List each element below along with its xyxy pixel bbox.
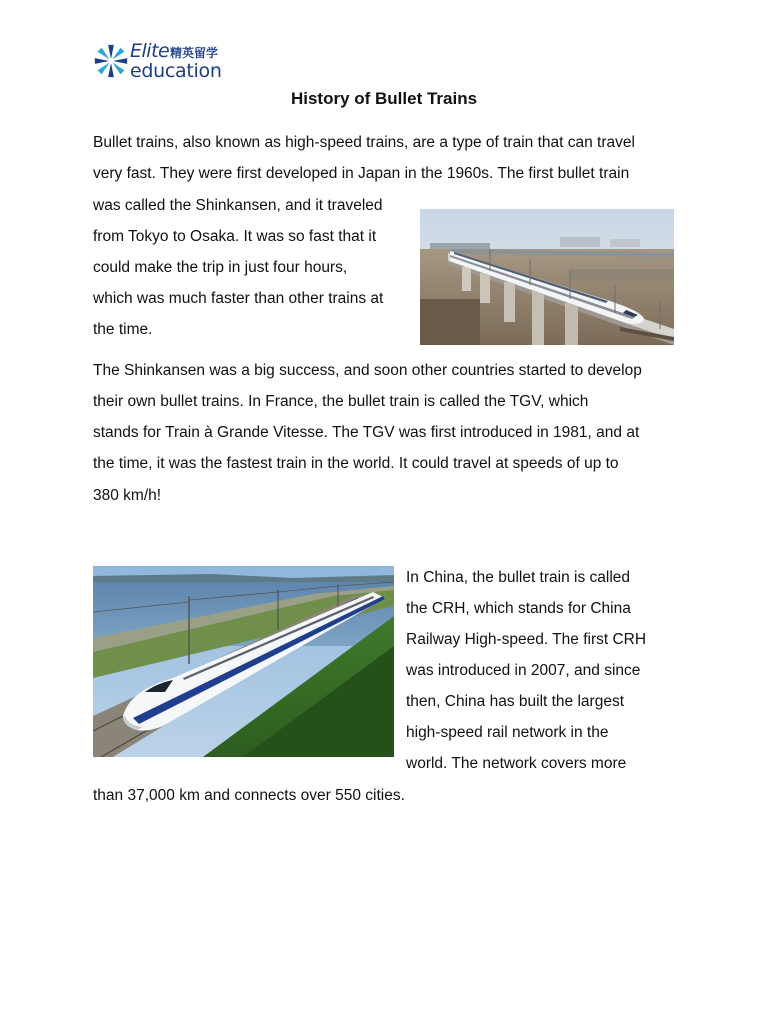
logo-brand-sub: education — [130, 60, 222, 82]
text-line: which was much faster than other trains at — [93, 290, 384, 307]
text-line: world. The network covers more — [406, 755, 627, 772]
text-line: high-speed rail network in the — [406, 724, 609, 741]
text-line: than 37,000 km and connects over 550 cities. — [93, 787, 405, 804]
coastal-bullet-train-photo — [93, 566, 394, 757]
logo-brand-chinese: 精英留学 — [170, 46, 219, 60]
document-title: History of Bullet Trains — [290, 89, 478, 108]
text-line: The Shinkansen was a big success, and soon other countries started to develop — [93, 362, 642, 379]
text-line: their own bullet trains. In France, the bullet train is called the TGV, which — [93, 393, 589, 410]
text-line: the time, it was the fastest train in the world. It could travel at speeds of up to — [93, 455, 619, 472]
text-line: was introduced in 2007, and since — [406, 662, 641, 679]
text-line: could make the trip in just four hours, — [93, 259, 348, 276]
starburst-logo-icon — [92, 42, 130, 80]
text-line: Bullet trains, also known as high-speed trains, are a type of train that can travel — [93, 134, 635, 151]
text-line: Railway High-speed. The first CRH — [406, 631, 647, 648]
logo-brand-latin: Elite — [130, 40, 170, 62]
text-line: stands for Train à Grande Vitesse. The TGV was first introduced in 1981, and at — [93, 424, 640, 441]
text-line: 380 km/h! — [93, 487, 162, 504]
viaduct-train-photo — [420, 209, 674, 345]
text-line: very fast. They were first developed in Japan in the 1960s. The first bullet train — [93, 165, 630, 182]
text-line: the time. — [93, 321, 153, 338]
elite-education-logo — [92, 40, 222, 84]
text-line: was called the Shinkansen, and it traveled — [93, 197, 383, 214]
text-line: In China, the bullet train is called — [406, 569, 631, 586]
text-line: the CRH, which stands for China — [406, 600, 631, 617]
text-line: from Tokyo to Osaka. It was so fast that it — [93, 228, 377, 245]
text-line: then, China has built the largest — [406, 693, 624, 710]
